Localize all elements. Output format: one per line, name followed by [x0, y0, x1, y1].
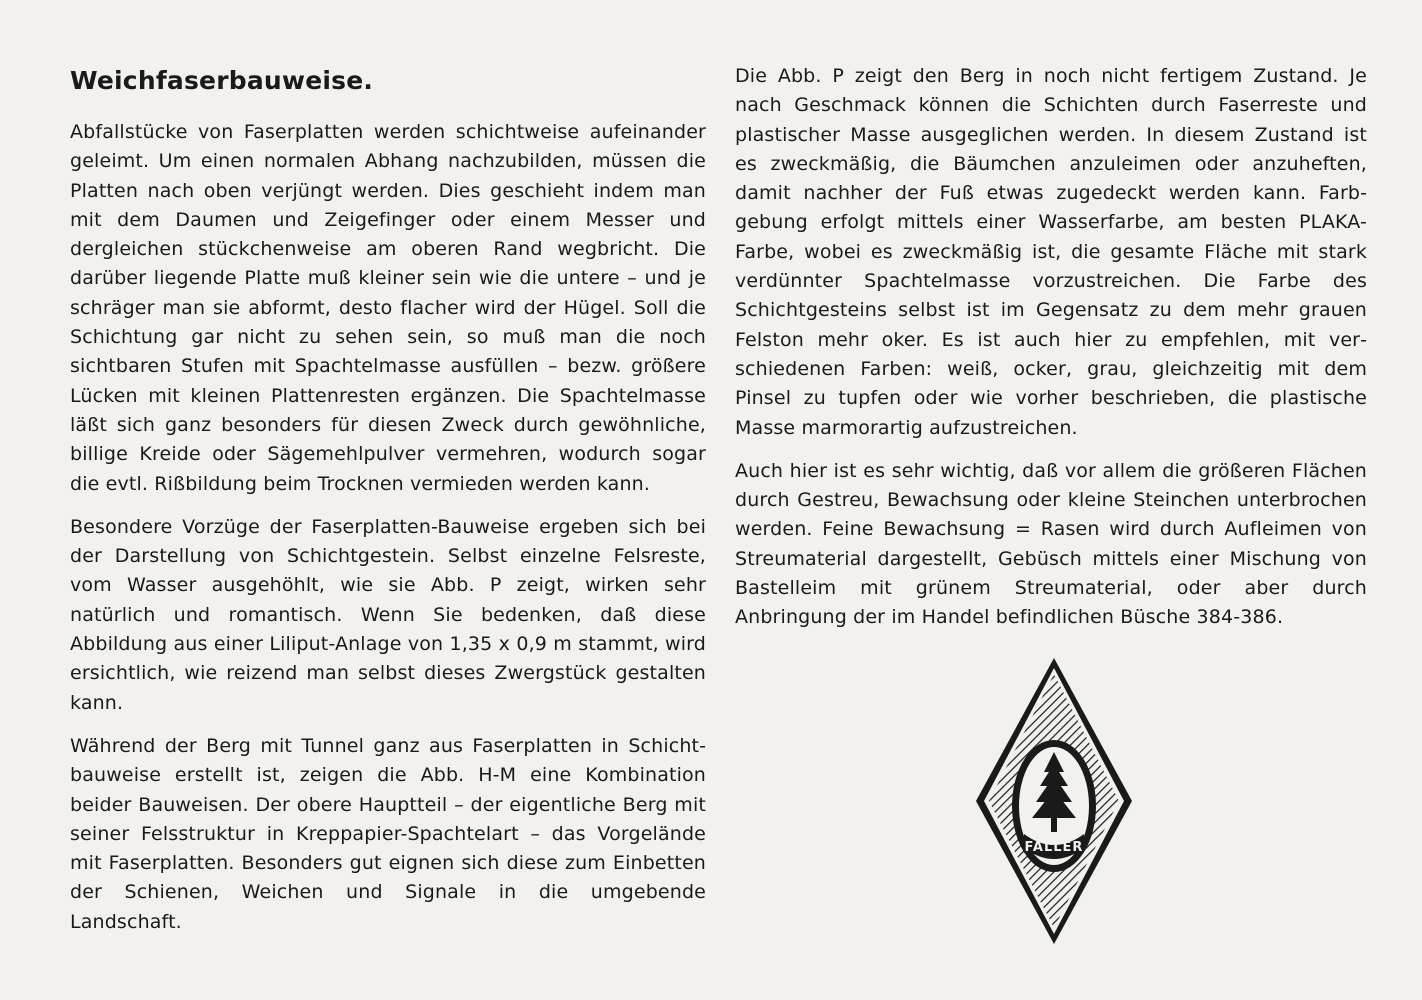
paragraph-right-2: Auch hier ist es sehr wichtig, daß vor allem die größeren Flächen durch Gestreu, Bewachsung oder kleine Steinchen unterbrochen werden. Feine Bewachsung = Rasen wird durch Aufleimen von Streumaterial dargestellt, Gebüsch mittels einer Mischung von Bastelleim mit grünem Streumaterial, oder aber durch Anbringung der im Handel befindlichen Büsche 384-386.: [735, 459, 1367, 629]
paragraph-right-1: Die Abb. P zeigt den Berg in noch nicht fertigem Zustand. Je nach Geschmack können die Schichten durch Faserreste und plastischer Masse ausgeglichen werden. In diesem Zustand ist es zweckmäßig, die Bäumchen anzuleimen oder anzuheften, damit nachher der Fuß etwas zugedeckt werden kann. Farbgebung erfolgt mittels einer Wasserfarbe, am besten PLAKA-Farbe, wobei es zweckmäßig ist, die gesamte Fläche mit stark verdünnter Spachtelmasse vorzustreichen. Die Farbe des Schichtgesteins selbst ist im Gegensatz zu dem mehr grauen Felston mehr oker. Es ist auch hier zu empfehlen, mit verschiedenen Farben: weiß, ocker, grau, gleichzeitig mit dem Pinsel zu tupfen oder wie vorher beschrieben, die plastische Masse marmorartig aufzustreichen.: [735, 65, 1367, 439]
right-column: [735, 62, 1367, 647]
paragraph-left-2: Besondere Vorzüge der Faserplatten-Bauweise ergeben sich bei der Darstellung von Schichtgestein. Selbst einzelne Felsreste, vom Wasser ausgehöhlt, wie sie Abb. P zeigt, wirken sehr natürlich und romantisch. Wenn Sie bedenken, daß diese Abbildung aus einer Liliput-Anlage von 1,35 x 0,9 m stammt, wird ersichtlich, wie reizend man selbst dieses Zwergstück gestalten kann.: [70, 515, 706, 714]
faller-logo-icon: [972, 656, 1136, 946]
page-title: Weichfaserbauweise.: [70, 66, 374, 95]
paragraph-left-1: Abfallstücke von Faserplatten werden schichtweise aufeinander geleimt. Um einen normalen Abhang nachzubilden, müssen die Platten nach oben verjüngt werden. Dies geschieht indem man mit dem Daumen und Zeigefinger oder einem Messer und dergleichen stückchenweise am oberen Rand wegbricht. Die darüber liegende Platte muß kleiner sein wie die untere – und je schräger man sie abformt, desto flacher wird der Hügel. Soll die Schichtung gar nicht zu sehen sein, so muß man die noch sichtbaren Stufen mit Spachtelmasse ausfüllen – bezw. größere Lücken mit kleinen Plattenresten ergänzen. Die Spachtelmasse läßt sich ganz besonders für diesen Zweck durch gewöhnliche, billige Kreide oder Sägemehlpulver vermehren, wodurch sogar die evtl. Rißbildung beim Trocknen vermieden werden kann.: [70, 121, 706, 495]
paragraph-left-3: Während der Berg mit Tunnel ganz aus Faserplatten in Schichtbauweise erstellt ist, zeigen die Abb. H-M eine Kombination beider Bauweisen. Der obere Hauptteil – der eigentliche Berg mit seiner Felsstruktur in Kreppapier-Spachtelart – das Vorgelände mit Faserplatten. Besonders gut eignen sich diese zum Einbetten der Schienen, Weichen und Signale in die umgebende Landschaft.: [70, 734, 706, 933]
logo-text: FALLER: [1024, 840, 1084, 855]
left-column: [70, 62, 706, 951]
